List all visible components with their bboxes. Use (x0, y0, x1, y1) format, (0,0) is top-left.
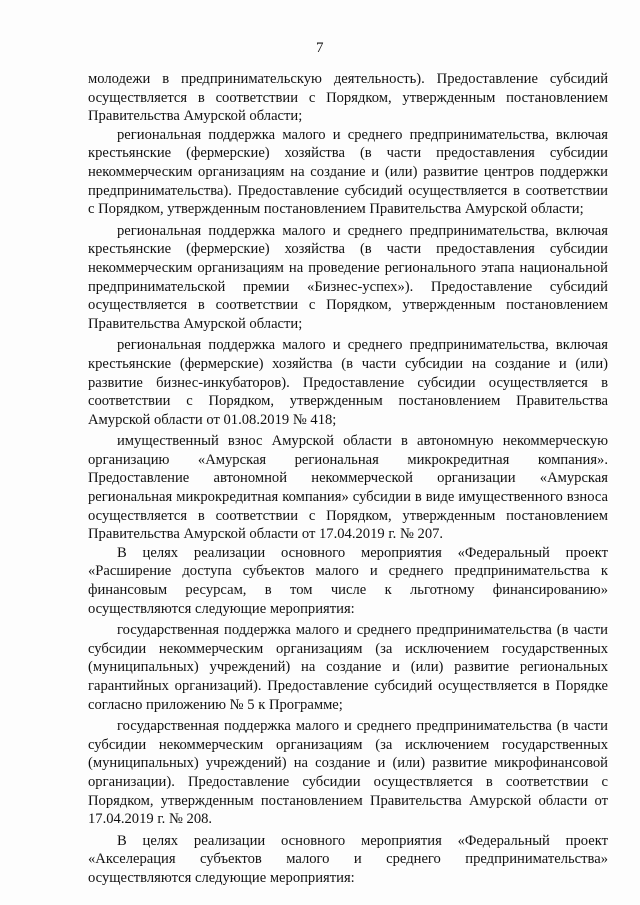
paragraph-9: В целях реализации основного мероприятия «Федеральный проект «Акселерация субъектов малого и среднего предпринимательства» осуществляются следующие мероприятия: (88, 832, 608, 886)
paragraph-7: государственная поддержка малого и среднего предпринимательства (в части субсидии некоммерческим организациям (за исключением государственных (муниципальных) учреждений) на создание и (или) развитие региональных гарантийных организаций). Предоставление субсидий осуществляется в Порядке согласно приложению № 5 к Программе; (88, 622, 608, 713)
page-number: 7 (316, 40, 324, 56)
paragraph-3: региональная поддержка малого и среднего предпринимательства, включая крестьянские (фермерские) хозяйства (в части предоставления субсидии некоммерческим организациям на проведение регионального этапа национальной предпринимательской премии «Бизнес-успех»). Предоставление субсидий осуществляется в соответствии с Порядком, утвержденным постановлением Правительства Амурской области; (88, 222, 608, 332)
paragraph-2: региональная поддержка малого и среднего предпринимательства, включая крестьянские (фермерские) хозяйства (в части предоставления субсидии некоммерческим организациям на создание и (или) развитие центров поддержки предпринимательства). Предоставление субсидий осуществляется в соответствии с Порядком, утвержденным постановлением Правительства Амурской области; (88, 126, 608, 218)
paragraph-5: имущественный взнос Амурской области в автономную некоммерческую организацию «Амурская региональная микрокредитная компания». Предоставление автономной некоммерческой организации «Амурская региональная микрокредитная компания» субсидии в виде имущественного взноса осуществляется в соответствии с Порядком, утвержденным постановлением Правительства Амурской области от 17.04.2019 г. № 207. (88, 433, 608, 543)
paragraph-6: В целях реализации основного мероприятия «Федеральный проект «Расширение доступа субъектов малого и среднего предпринимательства к финансовым ресурсам, в том числе к льготному финансированию» осуществляются следующие мероприятия: (88, 544, 608, 617)
document-body (88, 70, 608, 888)
paragraph-4: региональная поддержка малого и среднего предпринимательства, включая крестьянские (фермерские) хозяйства (в части субсидии на создание и (или) развитие бизнес-инкубаторов). Предоставление субсидии осуществляется в соответствии с Порядком, утвержденным постановлением Правительства Амурской области от 01.08.2019 № 418; (88, 337, 608, 428)
paragraph-1: молодежи в предпринимательскую деятельность). Предоставление субсидий осуществляется в соответствии с Порядком, утвержденным постановлением Правительства Амурской области; (88, 71, 608, 125)
paragraph-8: государственная поддержка малого и среднего предпринимательства (в части субсидии некоммерческим организациям (за исключением государственных (муниципальных) учреждений) на создание и (или) развитие микрофинансовой организации). Предоставление субсидии осуществляется в соответствии с Порядком, утвержденным постановлением Правительства Амурской области от 17.04.2019 г. № 208. (88, 718, 608, 828)
